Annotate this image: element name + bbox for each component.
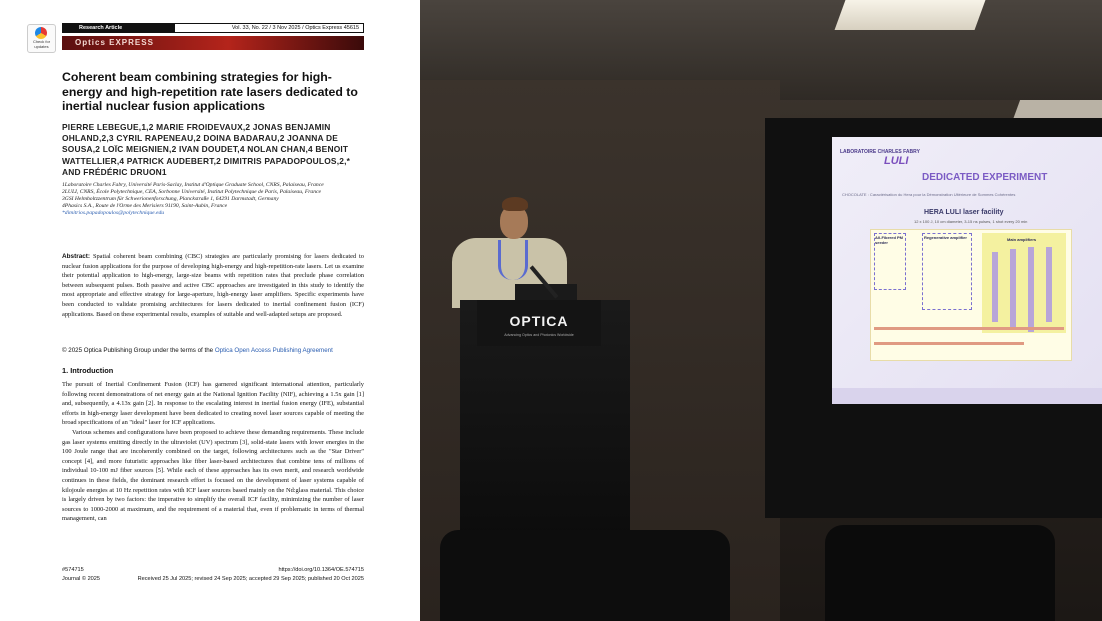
beam-path bbox=[874, 342, 1024, 345]
affiliation: 1Laboratoire Charles Fabry, Université Paris-Saclay, Institut d'Optique Graduate School, CNRS, Palaiseau, France bbox=[62, 182, 324, 188]
article-id: #574715 bbox=[62, 567, 84, 573]
crossmark-icon bbox=[35, 27, 47, 39]
slide-subtitle: CHOCOLATE : Caractérisation du Hera pour la Démonstration Ultérieure de Sommes Cohérentes bbox=[842, 192, 1016, 197]
journal-name: Optics EXPRESS bbox=[75, 38, 154, 47]
publication-dates: Received 25 Jul 2025; revised 24 Sep 2025; accepted 29 Sep 2025; published 20 Oct 2025 bbox=[137, 575, 364, 582]
article-header-bar bbox=[62, 23, 364, 33]
ceiling-light bbox=[835, 0, 986, 30]
slide-footer bbox=[832, 388, 1102, 404]
projected-slide bbox=[832, 137, 1102, 404]
license-link[interactable]: Optica Open Access Publishing Agreement bbox=[214, 347, 333, 354]
lanyard bbox=[498, 240, 528, 280]
amplifier-rod bbox=[1046, 247, 1052, 322]
badge-label: Check for updates bbox=[32, 39, 51, 49]
affiliation: 4Phasics S.A., Route de l'Orme des Merisiers 91190, Saint-Aubin, France bbox=[62, 202, 228, 209]
main-amp-label: Main amplifiers bbox=[1007, 237, 1037, 242]
abstract-label: Abstract: bbox=[62, 253, 91, 260]
seeder-label: All-Fibered PM seeder bbox=[875, 235, 904, 245]
affiliation: 2LULI, CNRS, École Polytechnique, CEA, Sorbonne Université, Institut Polytechnique de Paris, Palaiseau, France bbox=[62, 188, 321, 195]
luli-logo: LULI bbox=[884, 155, 909, 167]
lab-logo: LABORATOIRE CHARLES FABRY bbox=[840, 149, 920, 155]
facility-heading: HERA LULI laser facility bbox=[924, 209, 1004, 216]
amplifier-rod bbox=[1028, 247, 1034, 332]
paragraph: Various schemes and configurations have been proposed to achieve these demanding requirements. These include gas laser systems emitting directly in the ultraviolet (UV) spectrum [3], solid-state lasers with lower energies in the 100 Joule range that are incoherently combined on the target, following architectures such as the "Star Driver" concept [4], and more futuristic approaches like fiber laser-based architectures that combine tens of millions of individual 10-100 mJ fiber sources [5]. While each of these approaches has its own merit, and research worldwide continues in these fields, the dominant research effort is focused on the development of laser systems capable of kilojoule energies at 10 Hz repetition rates with ICF laser sources based mainly on the Nd:glass material. This choice is largely driven by two factors: the imperative to simplify the overall ICF facility, minimizing the number of laser sources to 1000-2000 at maximum, and the requirement of a material that, even if problematic in terms of thermal management, can bbox=[62, 428, 364, 523]
check-for-updates-badge[interactable] bbox=[27, 24, 56, 53]
paper-page bbox=[0, 0, 420, 621]
paragraph: The pursuit of Inertial Confinement Fusion (ICF) has garnered significant international attention, particularly following recent demonstrations of net energy gain at the National Ignition Facility (NIF), achieving a 1.5x gain [1] and, subsequently, a 4.13x gain [2]. In response to the escalating interest in inertial fusion energy (IFE), substantial efforts in high-energy laser development have been dedicated to creating novel laser sources capable of meeting the broad specifications of an "ideal" laser for ICF applications. bbox=[62, 381, 364, 427]
affiliations bbox=[62, 182, 364, 217]
article-type: Research Article bbox=[63, 24, 175, 32]
speaker-hair bbox=[502, 197, 528, 211]
amplifier-rod bbox=[1010, 249, 1016, 329]
introduction-body bbox=[62, 380, 364, 524]
journal-copyright: Journal © 2025 bbox=[62, 575, 101, 582]
audience-seat bbox=[825, 525, 1055, 621]
journal-banner bbox=[62, 36, 364, 50]
conference-photo bbox=[420, 0, 1102, 621]
abstract bbox=[62, 252, 364, 319]
paper-title: Coherent beam combining strategies for high-energy and high-repetition rate lasers dedicated to inertial nuclear fusion applications bbox=[62, 70, 358, 113]
podium-tagline: Advancing Optics and Photonics Worldwide bbox=[504, 333, 574, 337]
doi-link[interactable]: https://doi.org/10.1364/OE.574715 bbox=[278, 567, 364, 573]
podium-brand: OPTICA bbox=[509, 313, 569, 329]
regen-amp-block bbox=[922, 233, 972, 310]
abstract-text: Spatial coherent beam combining (CBC) strategies are particularly promising for lasers dedicated to nuclear fusion applications for the purpose of developing high-energy and high-repetition-rate lasers. Let us examine their potential application to high-energy, large-size beams with repetition rates that preclude phase correlation between subsequent pulses. Both passive and active CBC approaches are investigated in this study to identify the most appropriate and effective strategy for large-aperture, high-energy laser amplifiers. Specific experiments have been conducted to validate promising architectures for lasers dedicated to inertial confinement fusion (ICF) applications. Based on these experimental results, examples of suitable and well-adapted setups are proposed. bbox=[62, 253, 364, 318]
copyright-line bbox=[62, 347, 364, 354]
amplifier-rod bbox=[992, 252, 998, 322]
audience-seat bbox=[440, 530, 730, 621]
citation: Vol. 33, No. 22 / 3 Nov 2025 / Optics Express 45615 bbox=[231, 25, 359, 31]
podium-sign bbox=[477, 300, 601, 346]
page-footer bbox=[62, 566, 364, 583]
slide-title: DEDICATED EXPERIMENT bbox=[922, 172, 1048, 183]
copyright-text: © 2025 Optica Publishing Group under the terms of the bbox=[62, 347, 214, 354]
section-heading: 1. Introduction bbox=[62, 366, 114, 375]
affiliation: 3GSI Helmholtzzentrum für Schwerionenforschung, Planckstraße 1, 64291 Darmstadt, Germany bbox=[62, 195, 279, 202]
author-list: PIERRE LEBEGUE,1,2 MARIE FROIDEVAUX,2 JONAS BENJAMIN OHLAND,2,3 CYRIL RAPENEAU,2 DOINA BADARAU,2 JOANNA DE SOUSA,2 LOÏC MEIGNIEN,2 IVAN DOUDET,4 NOLAN CHAN,4 BENOIT WATTELLIER,4 PATRICK AUDEBERT,2 DIMITRIS PAPADOPOULOS,2,* AND FRÉDÉRIC DRUON1 bbox=[62, 122, 351, 177]
corresponding-email[interactable]: *dimitrios.papadopoulos@polytechnique.edu bbox=[62, 209, 165, 216]
facility-specs: 12 x 100 J, 10 cm diameter, 3-15 ns pulses, 1 shot every 20 min bbox=[914, 219, 1028, 224]
regen-label: Regenerative amplifier bbox=[924, 235, 967, 240]
beam-path bbox=[874, 327, 1064, 330]
